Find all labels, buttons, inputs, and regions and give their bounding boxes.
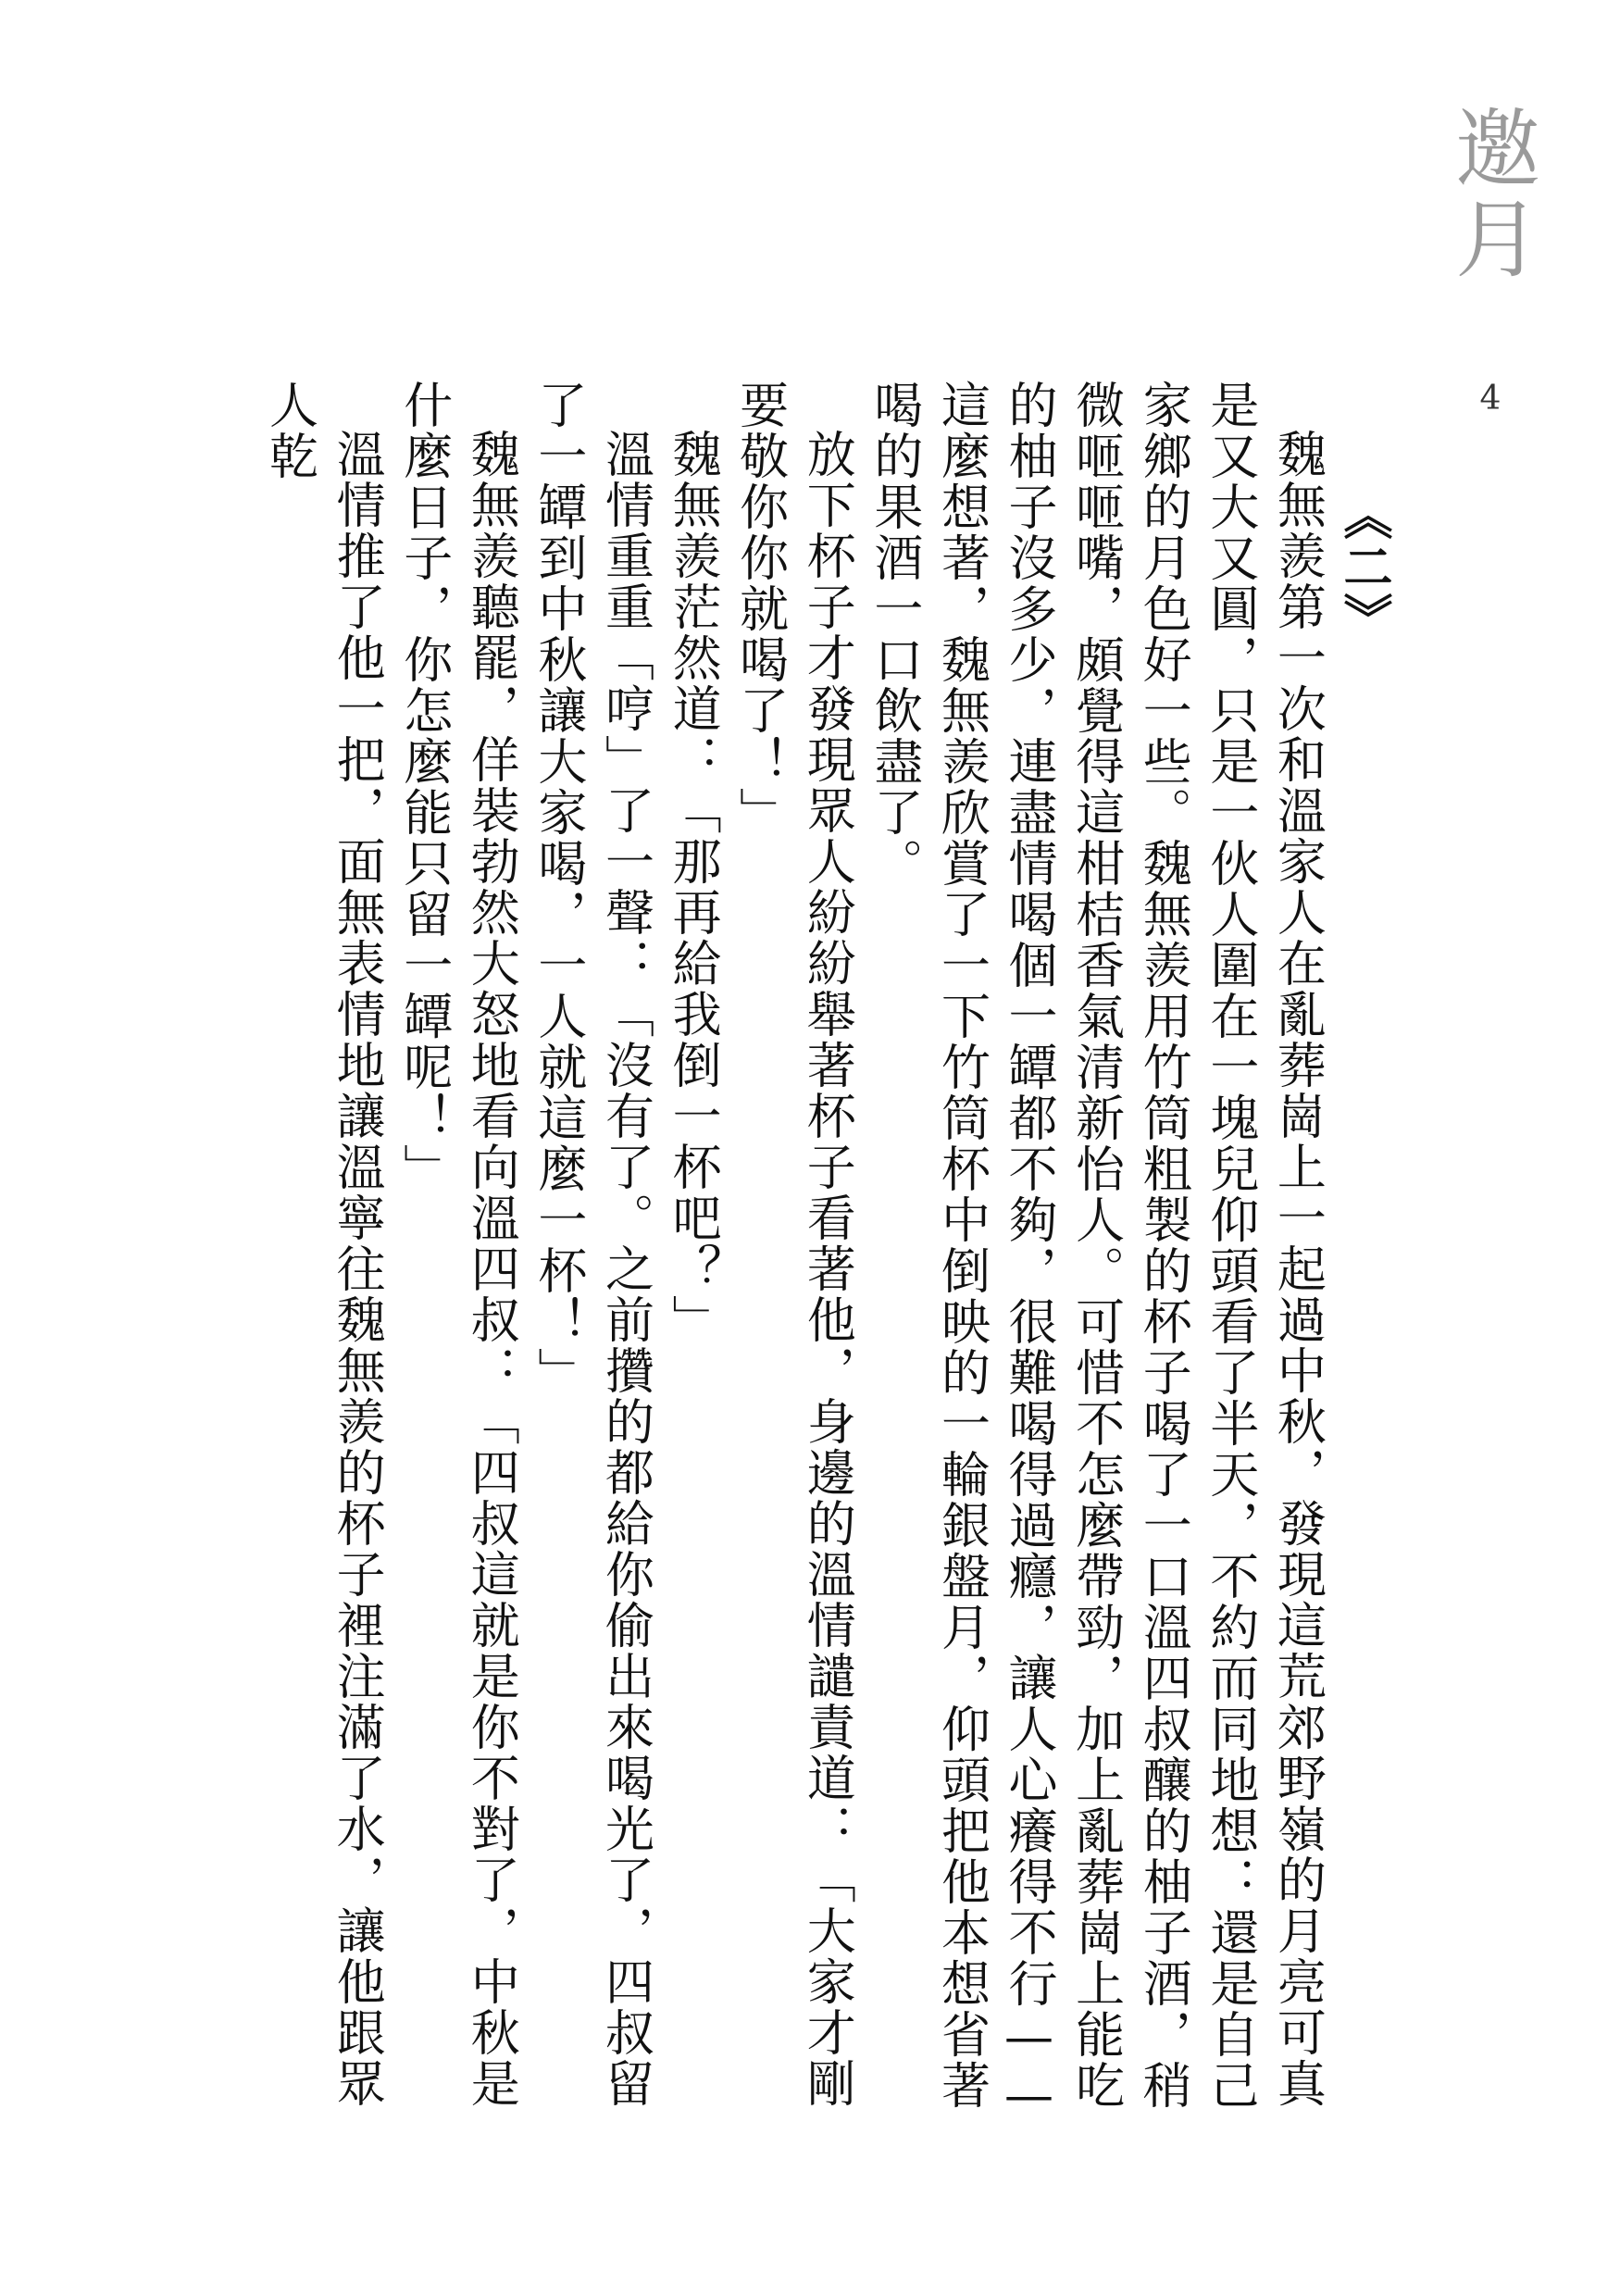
vertical-text-block	[261, 380, 1398, 2139]
paragraph: 溫情推了他一把，面無表情地讓溫寧往魏無羨的杯子裡注滿了水，讓他跟眾人乾	[261, 380, 386, 2109]
page-number: 4	[1479, 380, 1502, 418]
paragraph: 魏無羨茫然道：「那再給我倒一杯吧？」	[665, 429, 722, 1345]
paragraph: 放下杯子才發現眾人紛紛舉著杯子看著他，身邊的溫情譴責道：「大家才剛要敬你你就喝了！」	[731, 380, 856, 2109]
chapter-heading: ︽二︾	[1336, 491, 1393, 643]
paragraph: 魏無羨聽罷，佯裝勃然大怒地看向溫四叔：「四叔這就是你不對了，中秋是什麼日子，你怎麼能只留一罈呢！」	[395, 380, 520, 2109]
book-title: 邀月	[1441, 104, 1540, 285]
paragraph: 魏無羨第一次和溫家人在亂葬崗上一起過中秋，發現這荒郊野嶺的月亮可真是又大又圓，只是一伙人圍在一塊兒仰頭看了半天，不約而同地想：還是自己家鄉的月色好一些。魏無羨用竹筒粗製的杯子喝了一口溫四叔釀的柚子酒，稍微咂咂嘴，頗覺得這柑桔香氣清新怡人。可惜不怎麼帶勁，加上亂葬崗上能吃的柚子沒多少，連盡情喝個一罈都不夠，很難喝得過癮，讓人心癢得不行——這麼想著，魏無羨欣賞了一下竹筒杯中倒映的一輪銀盤月，仰頭把他本想省著喝的果酒一口飲盡了。	[866, 380, 1327, 2126]
paragraph: 溫情重重「哼」了一聲：「沒有了。之前攢的都給你偷出來喝光了，四叔留了一罈到中秋讓大家喝，一人就這麼一杯！」	[530, 380, 654, 2109]
